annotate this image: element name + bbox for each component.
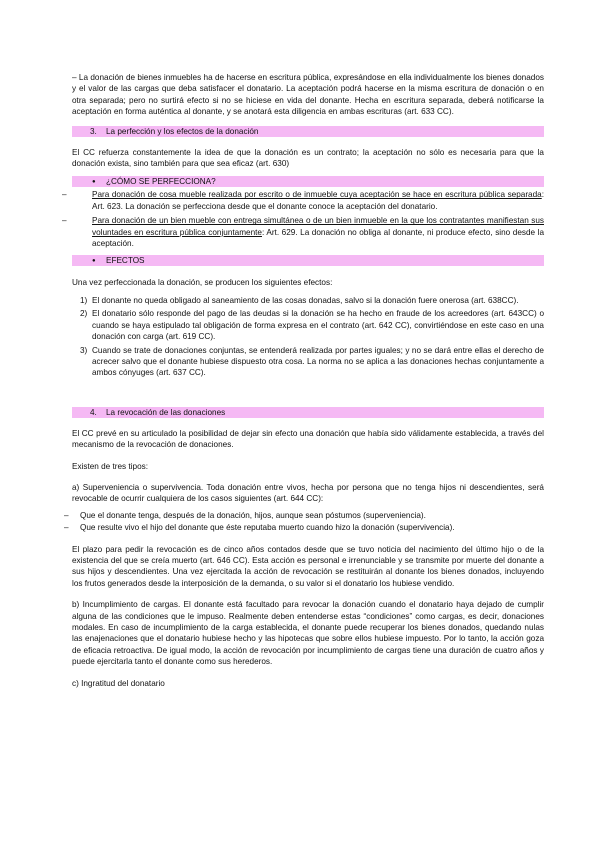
document-page	[62, 72, 545, 689]
item-number: 3)	[80, 345, 88, 355]
paragraph-contract: El CC refuerza constantemente la idea de que la donación es un contrato; la aceptación no sólo es necesaria para que la donación exista, sino también para que sea eficaz (art. 630)	[72, 147, 544, 169]
list-item	[72, 295, 544, 306]
list-item	[62, 189, 544, 212]
bullet-icon: ●	[92, 179, 96, 186]
paragraph-revocacion: El CC prevé en su articulado la posibilidad de dejar sin efecto una donación que había sido válidamente establecida, a través del mecanismo de la revocación de donaciones.	[72, 428, 544, 450]
dash-marker: –	[64, 510, 69, 520]
item-number: 1)	[80, 295, 88, 305]
bullet-heading-perfecciona	[72, 176, 544, 187]
item-text: El donatario sólo responde del pago de las deudas si la donación se ha hecho en fraude de los acreedores (art. 643CC) o cuando se haya estipulado tal obligación de forma expresa en el contrato (art. 642 CC), convirtiéndose en este caso en una donación con carga (art. 619 CC).	[92, 309, 544, 342]
dash-marker: –	[64, 523, 69, 533]
section-heading-3	[72, 126, 544, 137]
section-heading-4	[72, 407, 544, 418]
section-title: La revocación de las donaciones	[106, 407, 226, 417]
list-item	[72, 345, 544, 379]
dash-marker: –	[62, 190, 67, 200]
paragraph-tipo-c: c) Ingratitud del donatario	[72, 678, 165, 688]
paragraph-tipos: Existen de tres tipos:	[72, 461, 148, 471]
bullet-label: ¿CÓMO SE PERFECCIONA?	[106, 177, 216, 187]
bullet-heading-efectos	[72, 255, 544, 266]
underlined-text: Para donación de cosa mueble realizada por escrito o de inmueble cuya aceptación se hace en escritura pública separada	[92, 190, 542, 200]
list-item	[62, 215, 545, 249]
dash-marker: –	[62, 216, 67, 226]
section-number: 4.	[90, 407, 97, 417]
item-number: 2)	[80, 309, 88, 319]
list-item	[64, 510, 544, 521]
paragraph-plazo: El plazo para pedir la revocación es de cinco años contados desde que se tuvo noticia del nacimiento del último hijo o de la existencia del que se creía muerto (art. 646 CC). Esta acción es personal e irrenunciable y se transmite por muerte del donante a sus hijos y descendientes. Una vez ejercitada la acción de revocación se restituirán al donante los bienes donados, incluyendo los frutos generados desde la interposición de la demanda, o su valor si el donatario los hubiese vendido.	[72, 544, 544, 588]
list-item	[72, 308, 544, 342]
paragraph-tipo-a: a) Superveniencia o supervivencia. Toda donación entre vivos, hecha por persona que no tenga hijos ni descendientes, será revocable de ocurrir cualquiera de los casos siguientes (art. 644 CC):	[72, 482, 544, 504]
section-title: La perfección y los efectos de la donación	[106, 126, 259, 136]
bullet-icon: ●	[92, 258, 96, 265]
item-text: El donante no queda obligado al saneamiento de las cosas donadas, salvo si la donación fuere onerosa (art. 638CC).	[92, 295, 519, 305]
item-text: Cuando se trate de donaciones conjuntas, se entenderá realizada por partes iguales; y no se dará entre ellas el derecho de acrecer salvo que el donante hubiese dispuesto otra cosa. La norma no se aplica a las donaciones hechas conjuntamente a ambos cónyuges (art. 637 CC).	[92, 345, 544, 378]
bullet-label: EFECTOS	[106, 256, 145, 266]
paragraph-tipo-b: b) Incumplimiento de cargas. El donante está facultado para revocar la donación cuando el donatario haya dejado de cumplir alguna de las condiciones que le impuso. Realmente deben entenderse estas “condiciones” como cargas, es decir, donaciones modales. En caso de incumplimiento de la carga establecida, el donante puede recuperar los bienes donados, quedando nulas las enajenaciones que el donatario hubiese hecho y las hipotecas que sobre ellos hubiese impuesto. Por lo tanto, la acción goza de eficacia retroactiva. De igual modo, la acción de revocación por incumplimiento de cargas tiene una duración de cuatro años y puede ejercitarla tanto el donante como sus herederos.	[72, 600, 544, 667]
item-text: Que resulte vivo el hijo del donante que éste reputaba muerto cuando hizo la donación (supervivencia).	[80, 523, 455, 533]
underlined-text: Para donación de un bien mueble con entrega simultánea o de un bien inmueble en la que los contratantes manifiestan sus voluntades en escritura pública conjuntamente	[92, 216, 544, 237]
section-number: 3.	[90, 126, 97, 136]
intro-paragraph: – La donación de bienes inmuebles ha de hacerse en escritura pública, expresándose en ella individualmente los bienes donados y el valor de las cargas que deba satisfacer el donatario. La aceptación podrá hacerse en la misma escritura de donación o en otra separada; pero no surtirá efecto si no se hiciese en vida del donante. Hecha en escritura separada, deberá notificarse la aceptación en forma auténtica al donante, y se anotará esta diligencia en ambas escrituras (art. 633 CC).	[72, 73, 544, 117]
item-text: : Art. 623. La donación se perfecciona desde que el donante conoce la aceptación del donatario.	[92, 190, 544, 211]
item-text: : Art. 629. La donación no obliga al donante, ni produce efecto, sino desde la aceptación.	[92, 227, 545, 249]
item-text: Que el donante tenga, después de la donación, hijos, aunque sean póstumos (superveniencia).	[80, 510, 426, 520]
list-item	[64, 522, 544, 533]
paragraph-efectos: Una vez perfeccionada la donación, se producen los siguientes efectos:	[72, 278, 333, 288]
